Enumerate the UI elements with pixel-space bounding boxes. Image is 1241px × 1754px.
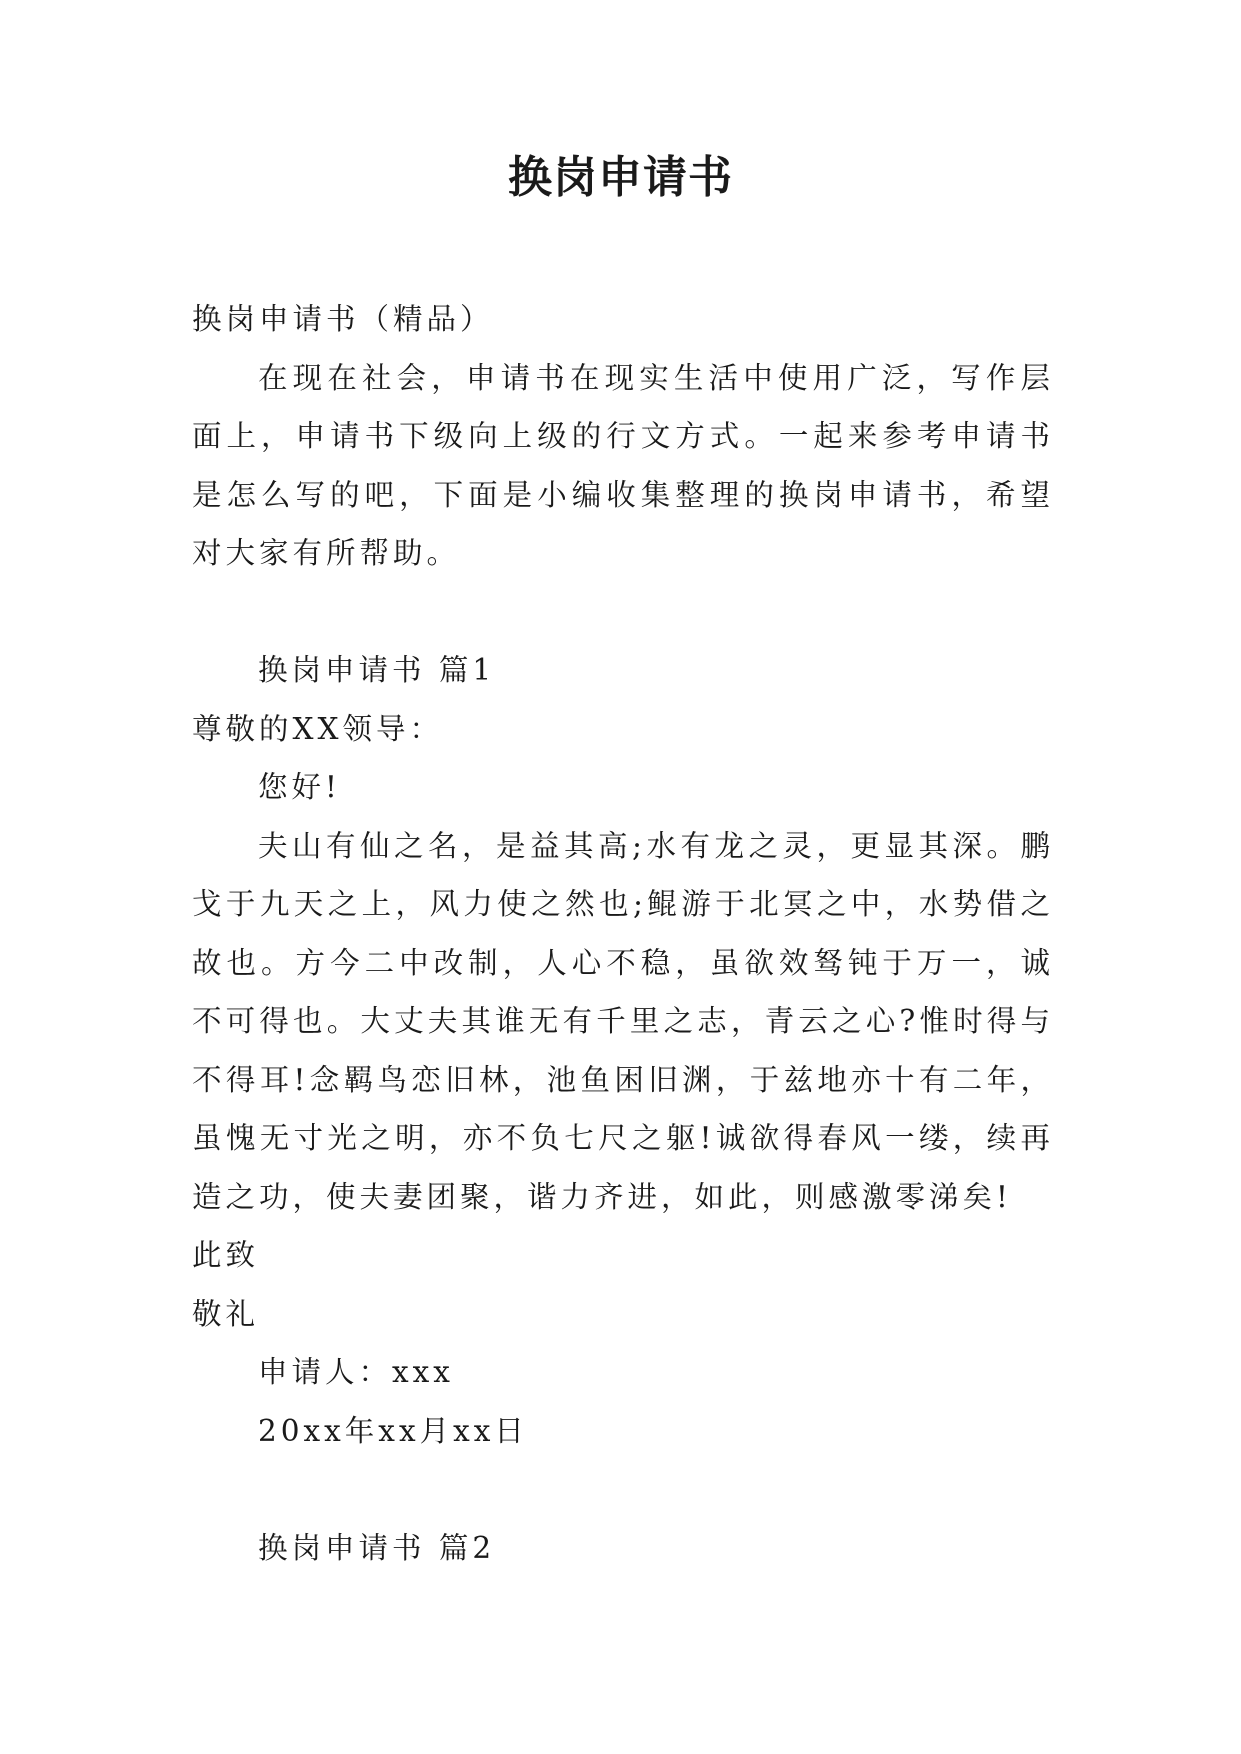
spacer xyxy=(192,1460,1054,1519)
body-paragraph: 夫山有仙之名，是益其高;水有龙之灵，更显其深。鹏戈于九天之上，风力使之然也;鲲游于北冥之中，水势借之故也。方今二中改制，人心不稳，虽欲效驽钝于万一，诚不可得也。大丈夫其谁无有千里之志，青云之心?惟时得与不得耳!念羁鸟恋旧林，池鱼困旧渊，于兹地亦十有二年，虽愧无寸光之明，亦不负七尺之躯!诚欲得春风一缕，续再造之功，使夫妻团聚，谐力齐进，如此，则感激零涕矣! xyxy=(192,828,1054,1214)
salutation: 尊敬的XX领导： xyxy=(192,711,444,746)
greeting: 您好! xyxy=(258,770,341,804)
document-title: 换岗申请书 xyxy=(508,152,733,203)
document-body xyxy=(192,290,1054,1577)
section-heading-1: 换岗申请书 篇1 xyxy=(258,653,496,687)
spacer xyxy=(192,583,1054,642)
closing-line-1: 此致 xyxy=(192,1238,260,1272)
date-line: 20xx年xx月xx日 xyxy=(258,1413,528,1448)
applicant-line: 申请人：xxx xyxy=(258,1355,454,1389)
document-subtitle: 换岗申请书（精品） xyxy=(192,302,494,336)
section-heading-2: 换岗申请书 篇2 xyxy=(258,1530,496,1565)
intro-paragraph: 在现在社会，申请书在现实生活中使用广泛，写作层面上，申请书下级向上级的行文方式。一起来参考申请书是怎么写的吧，下面是小编收集整理的换岗申请书，希望对大家有所帮助。 xyxy=(192,360,1054,570)
closing-line-2: 敬礼 xyxy=(192,1296,260,1331)
